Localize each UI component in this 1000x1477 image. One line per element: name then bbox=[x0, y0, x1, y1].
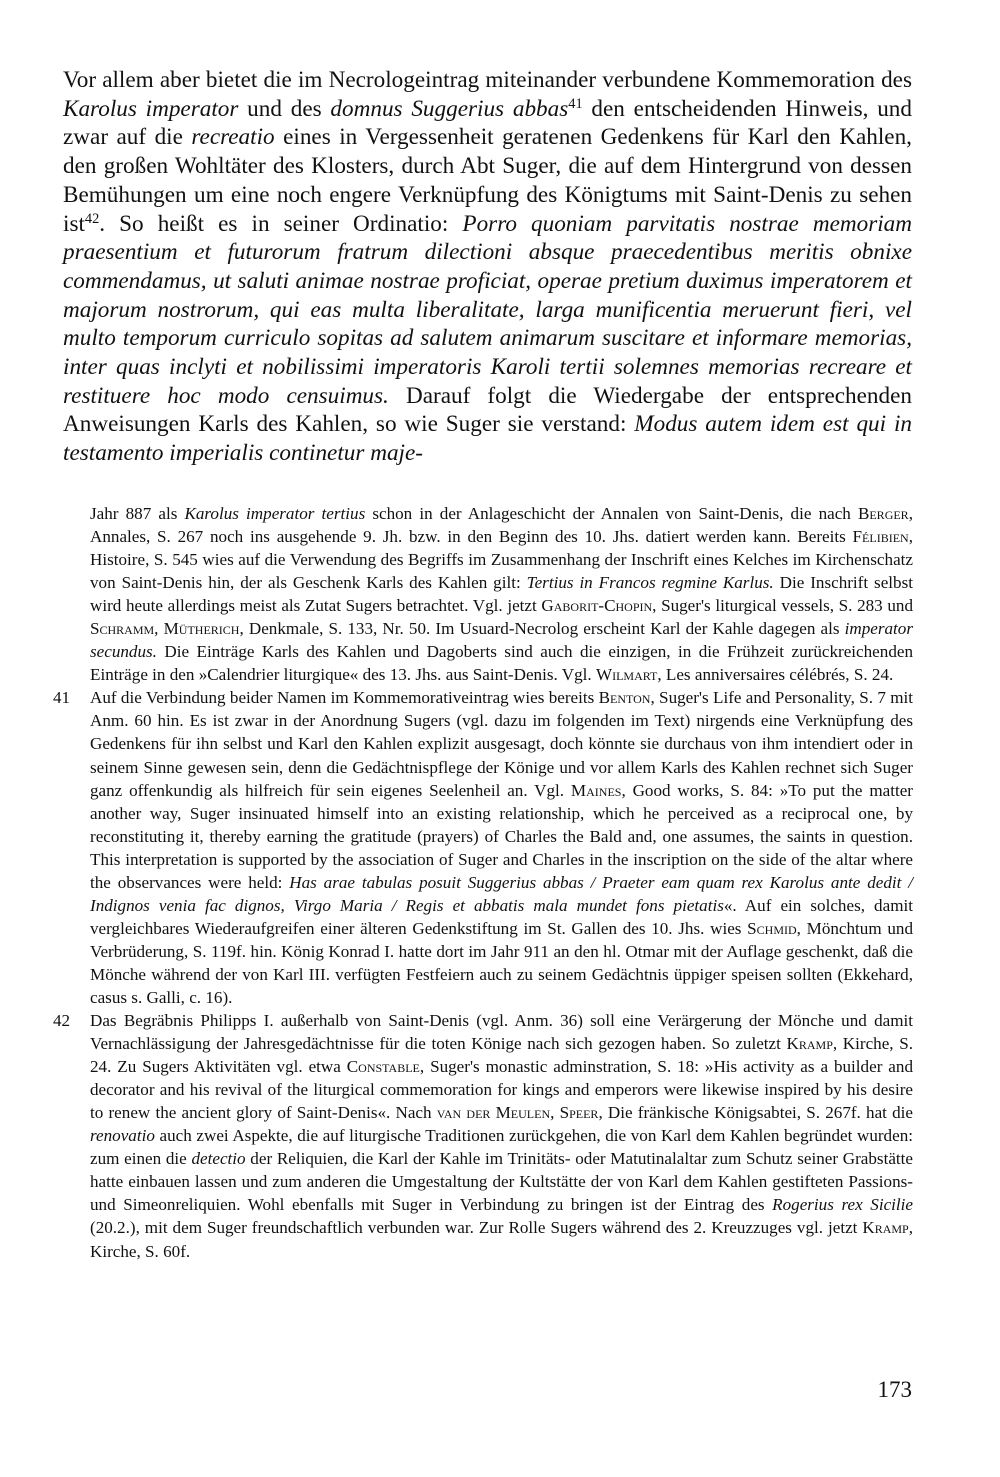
author-name: Maines bbox=[570, 780, 622, 800]
italic-text: domnus Suggerius abbas bbox=[330, 95, 569, 122]
footnotes bbox=[53, 502, 913, 1263]
footnote bbox=[53, 686, 913, 1009]
author-name: Kramp bbox=[786, 1034, 833, 1054]
text-run: und des bbox=[238, 95, 331, 122]
page-number: 173 bbox=[877, 1377, 912, 1402]
text-run: . So heißt es in seiner Ordinatio: bbox=[99, 210, 463, 237]
text-run: , Suger's liturgical vessels, S. 283 und bbox=[652, 596, 914, 616]
text-run: Jahr 887 als bbox=[90, 504, 185, 523]
author-name: Félibien bbox=[852, 527, 909, 547]
text-run: «. Auf ein solches, damit vergleichbares Wiederaufgreifen einer älteren Gedenkstiftung im St. Gallen des 10. Jhs. wies bbox=[90, 895, 913, 938]
text-run: Die Einträge Karls des Kahlen und Dagoberts sind auch die einzigen, in die Frühzeit zurückreichenden Einträge in den »Calendrier liturgique« des 13. Jhs. aus Saint-Denis. Vgl. bbox=[90, 642, 913, 685]
text-run: , Suger's monastic adminstration, S. 18: »His activity as a builder and decorator and his revival of the liturgical commemoration for kings and emperors were likewise inspired by his desire to renew the ancient glory of Saint-Denis«. Nach bbox=[90, 1057, 913, 1123]
italic-text: Tertius in Francos regmine Karlus. bbox=[526, 573, 774, 593]
text-run: Vor allem aber bietet die im Necrologeintrag miteinander verbundene Kommemoration des bbox=[63, 67, 912, 93]
author-name: Schmid bbox=[747, 918, 797, 938]
text-run: , Kirche, S. 60f. bbox=[90, 1218, 913, 1261]
author-name: Benton bbox=[598, 688, 651, 708]
footnote-number: 41 bbox=[53, 688, 71, 708]
author-name: Schramm, Mütherich bbox=[90, 619, 240, 639]
italic-text: Has arae tabulas posuit Suggerius abbas / Praeter eam quam rex Karolus ante dedit / Indignos venia fac dignos, Virgo Maria / Regis et abbatis mala mundet fons pietatis bbox=[90, 872, 913, 915]
text-run: Darauf folgt die Wiedergabe der entsprechenden Anweisungen Karls des Kahlen, so wie Suger sie verstand: bbox=[63, 382, 912, 438]
footnote bbox=[53, 1009, 913, 1263]
italic-text: detectio bbox=[191, 1149, 246, 1169]
author-name: Berger bbox=[857, 504, 909, 523]
text-run: , Les anniversaires célébrés, S. 24. bbox=[657, 665, 894, 685]
text-run: , Histoire, S. 545 wies auf die Verwendung des Begriffs im Zusammenhang der Inschrift eines Kelches im Kirchenschatz von Saint-Denis hin, der als Geschenk Karls des Kahlen gilt: bbox=[90, 527, 913, 593]
text-run: Die Inschrift selbst wird heute allerdings meist als Zutat Sugers betrachtet. Vgl. jetzt bbox=[90, 573, 913, 616]
italic-text: recreatio bbox=[191, 124, 275, 151]
footnote-ref: 42 bbox=[84, 210, 100, 227]
author-name: Constable bbox=[346, 1057, 420, 1077]
text-run: , Die fränkische Königsabtei, S. 267f. hat die bbox=[598, 1103, 913, 1123]
text-run: Das Begräbnis Philipps I. außerhalb von Saint-Denis (vgl. Anm. 36) soll eine Verärgerung der Mönche und damit Vernachlässigung der Jahresgedächtnisse für die toten Könige nach sich gezogen haben. So zuletzt bbox=[90, 1011, 913, 1054]
text-run: , Denkmale, S. 133, Nr. 50. Im Usuard-Necrolog erscheint Karl der Kahle dagegen als bbox=[239, 619, 845, 639]
text-run: der Reliquien, die Karl der Kahle im Trinitäts- oder Matutinalaltar zum Schutz seiner Grabstätte hatte einbauen lassen und zum anderen die Umgestaltung der Kultstätte der von Karl dem Kahlen gestifteten Passions- und Simeonreliquien. Wohl ebenfalls mit Suger in Verbindung zu bringen ist der Eintrag des bbox=[90, 1149, 914, 1215]
italic-text: imperator secundus. bbox=[90, 619, 913, 662]
author-name: Gaborit-Chopin bbox=[541, 596, 653, 616]
text-run: , Annales, S. 267 noch ins ausgehende 9. Jh. bzw. in den Beginn des 10. Jhs. datiert werden kann. Bereits bbox=[90, 504, 913, 547]
footnote bbox=[53, 502, 913, 686]
footnote-number: 42 bbox=[53, 1011, 71, 1031]
text-run: (20.2.), mit dem Suger freundschaftlich verbunden war. Zur Rolle Sugers während des 2. Kreuzzuges vgl. jetzt bbox=[90, 1218, 863, 1238]
text-run: den entscheidenden Hinweis, und zwar auf die bbox=[63, 95, 912, 151]
author-name: Kramp bbox=[862, 1218, 909, 1238]
author-name: van der Meulen, Speer bbox=[436, 1103, 599, 1123]
text-run: Auf die Verbindung beider Namen im Kommemorativeintrag wies bereits bbox=[90, 688, 599, 708]
italic-text: Karolus imperator tertius bbox=[184, 504, 366, 523]
text-run: , Good works, S. 84: »To put the matter another way, Suger insinuated himself into an existing relationship, which he perceived as a reciprocal one, by reconstituting it, thereby earning the gratitude (prayers) of Charles the Bald and, one assumes, the saints in question. This interpretation is supported by the association of Suger and Charles in the inscription on the side of the altar where the observances were held: bbox=[90, 780, 913, 892]
italic-text: Porro quoniam parvitatis nostrae memoriam praesentium et futurorum fratrum dilectioni absque praecedentibus meritis obnixe commendamus, ut saluti animae nostrae proficiat, operae pretium duximus imperatorem et majorum nostrorum, qui eas multa liberalitate, larga munificentia meruerunt fieri, vel multo temporum curriculo sopitas ad salutem animarum suscitare et informare memorias, inter quas inclyti et nobilissimi imperatoris Karoli tertii solemnes memorias recreare et restituere hoc modo censuimus. bbox=[63, 210, 912, 409]
text-run: , Mönchtum und Verbrüderung, S. 119f. hin. König Konrad I. hatte dort im Jahr 911 an den hl. Otmar mit der Auflage geschenkt, daß die Mönche während der von Karl III. verfügten Festfeiern auch zu seinem Gedächtnis üppiger speisen sollten (Ekkehard, casus s. Galli, c. 16). bbox=[90, 918, 913, 1007]
main-text bbox=[63, 66, 912, 468]
text-run: eines in Vergessenheit geratenen Gedenkens für Karl den Kahlen, den großen Wohltäter des Klosters, durch Abt Suger, die auf dem Hintergrund von dessen Bemühungen um eine noch engere Verknüpfung des Königtums mit Saint-Denis zu sehen ist bbox=[63, 124, 912, 237]
italic-text: Rogerius rex Sicilie bbox=[772, 1195, 913, 1215]
italic-text: Modus autem idem est qui in testamento imperialis continetur maje- bbox=[63, 411, 912, 467]
main-paragraph bbox=[63, 66, 912, 468]
author-name: Wilmart bbox=[595, 665, 658, 685]
italic-text: Karolus imperator bbox=[63, 95, 239, 122]
text-run: , Kirche, S. 24. Zu Sugers Aktivitäten vgl. etwa bbox=[90, 1034, 913, 1077]
text-run: auch zwei Aspekte, die auf liturgische Traditionen zurückgehen, die von Karl dem Kahlen begründet wurden: zum einen die bbox=[90, 1126, 913, 1169]
footnote-ref: 41 bbox=[568, 95, 583, 112]
text-run: , Suger's Life and Personality, S. 7 mit Anm. 60 hin. Es ist zwar in der Anordnung Sugers (vgl. dazu im folgenden im Text) nirgends eine Verknüpfung des Gedenkens für ihn selbst und Karl den Kahlen explizit ausgesagt, doch könnte sie durchaus von ihm intendiert oder in seinem Sinne gewesen sein, denn die Gedächtnispflege der Könige und vor allem Karls des Kahlen rechnet sich Suger ganz offenkundig als hilfreich für sein eigenes Seelenheil an. Vgl. bbox=[90, 688, 913, 800]
text-run: schon in der Anlageschicht der Annalen von Saint-Denis, die nach bbox=[365, 504, 858, 523]
italic-text: renovatio bbox=[90, 1126, 155, 1146]
